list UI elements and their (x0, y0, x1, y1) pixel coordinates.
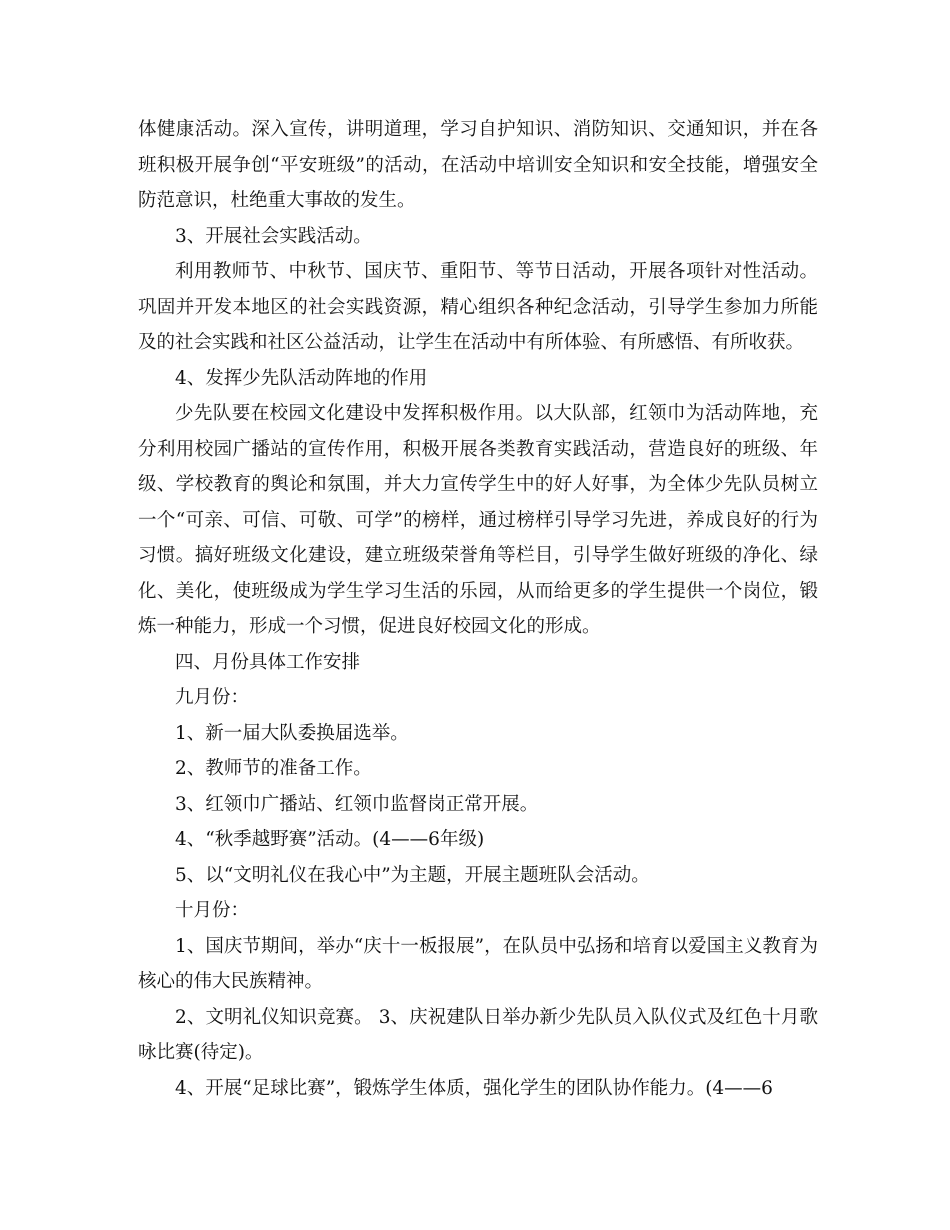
document-body (138, 112, 818, 1106)
list-item: 4、“秋季越野赛”活动。(4——6年级) (175, 829, 485, 850)
paragraph: 利用教师节、中秋节、国庆节、重阳节、等节日活动，开展各项针对性活动。巩固并开发本地区的社会实践资源，精心组织各种纪念活动，引导学生参加力所能及的社会实践和社区公益活动，让学生在活动中有所体验、有所感悟、有所收获。 (138, 261, 818, 353)
paragraph: 体健康活动。深入宣传，讲明道理，学习自护知识、消防知识、交通知识，并在各班积极开展争创“平安班级”的活动，在活动中培训安全知识和安全技能，增强安全防范意识，杜绝重大事故的发生。 (138, 119, 818, 211)
paragraph: 少先队要在校园文化建设中发挥积极作用。以大队部，红领巾为活动阵地，充分利用校园广播站的宣传作用，积极开展各类教育实践活动，营造良好的班级、年级、学校教育的舆论和氛围，并大力宣传学生中的好人好事，为全体少先队员树立一个“可亲、可信、可敬、可学”的榜样，通过榜样引导学习先进，养成良好的行为习惯。搞好班级文化建设，建立班级荣誉角等栏目，引导学生做好班级的净化、绿化、美化，使班级成为学生学习生活的乐园，从而给更多的学生提供一个岗位，锻炼一种能力，形成一个习惯，促进良好校园文化的形成。 (138, 403, 818, 637)
month-heading: 九月份： (175, 687, 250, 708)
month-heading: 十月份： (175, 900, 250, 921)
list-item: 4、开展“足球比赛”，锻炼学生体质，强化学生的团队协作能力。(4——6 (175, 1077, 773, 1099)
list-item: 1、新一届大队委换届选举。 (175, 722, 409, 744)
paragraph: 3、开展社会实践活动。 (175, 225, 372, 247)
list-item: 1、国庆节期间，举办“庆十一板报展”，在队员中弘扬和培育以爱国主义教育为核心的伟大民族精神。 (138, 935, 818, 992)
section-heading: 四、月份具体工作安排 (175, 651, 361, 673)
paragraph: 4、发挥少先队活动阵地的作用 (175, 367, 428, 389)
list-item: 2、教师节的准备工作。 (175, 758, 372, 779)
list-item: 5、以“文明礼仪在我心中”为主题，开展主题班队会活动。 (175, 864, 650, 886)
list-item: 2、文明礼仪知识竞赛。 3、庆祝建队日举办新少先队员入队仪式及红色十月歌咏比赛(待定)。 (138, 1006, 818, 1063)
list-item: 3、红领巾广播站、红领巾监督岗正常开展。 (175, 793, 539, 815)
